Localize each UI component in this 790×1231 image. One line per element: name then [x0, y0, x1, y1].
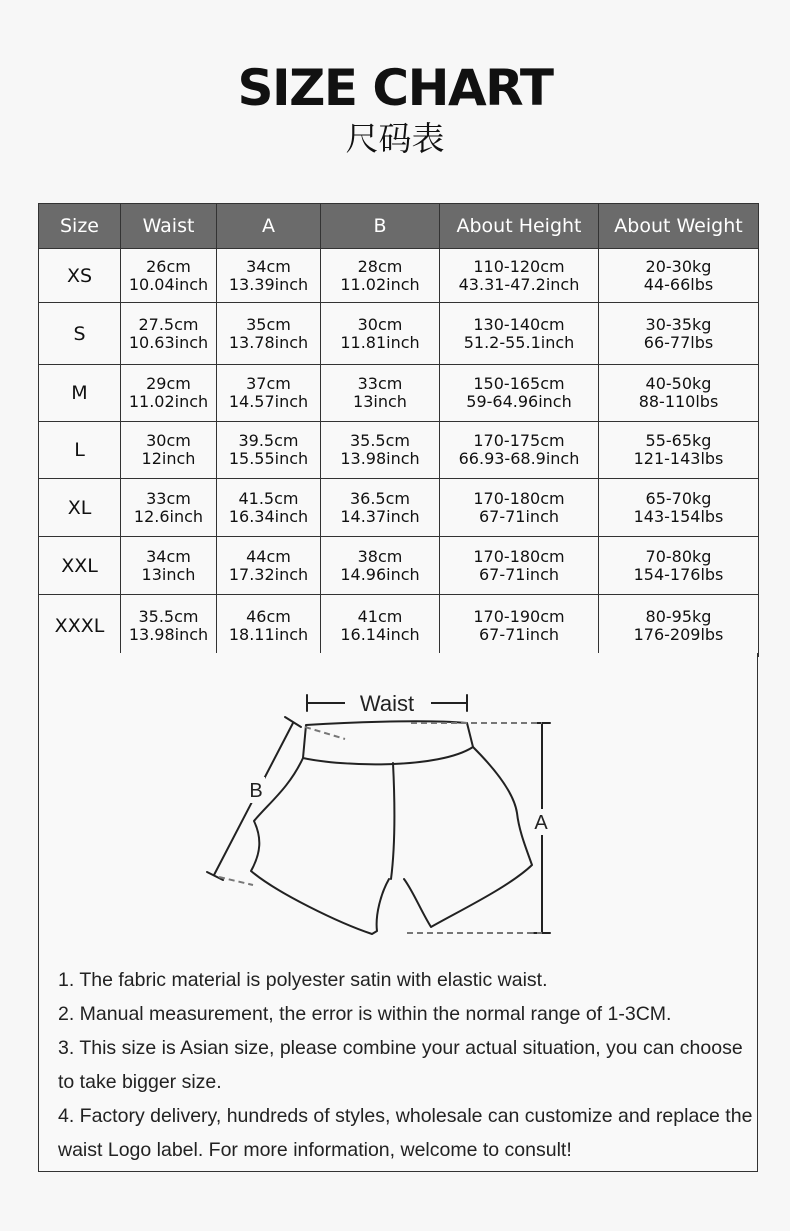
height-metric-value: 170-190cm	[473, 606, 565, 626]
waist-imperial-value: 10.63inch	[128, 332, 209, 352]
height-imperial-value: 59-64.96inch	[466, 392, 572, 411]
height-cell	[440, 249, 599, 303]
height-metric-value: 170-180cm	[473, 546, 565, 566]
size-cell: XL	[39, 479, 121, 537]
column-header-weight: About Weight	[599, 204, 759, 249]
height-imperial-value: 51.2-55.1inch	[463, 332, 575, 352]
center-seam	[391, 763, 394, 879]
a-metric-value: 39.5cm	[238, 431, 299, 450]
size-cell: XS	[39, 249, 121, 303]
a-imperial-value: 18.11inch	[228, 624, 309, 644]
waist-cell	[121, 303, 217, 365]
weight-metric-value: 65-70kg	[645, 488, 712, 508]
size-table	[38, 203, 759, 657]
notes-list	[58, 963, 758, 1167]
b-metric-value: 28cm	[357, 256, 403, 276]
a-metric-value: 34cm	[246, 256, 291, 276]
waist-metric-value: 27.5cm	[138, 314, 199, 334]
height-cell	[440, 422, 599, 479]
height-imperial-value: 67-71inch	[478, 506, 559, 526]
note-item: 3. This size is Asian size, please combine your actual situation, you can choose to take bigger size.	[58, 1037, 743, 1093]
a-cell	[217, 365, 321, 422]
b-metric-value: 35.5cm	[349, 431, 410, 450]
a-metric-value: 46cm	[246, 606, 291, 626]
a-cell	[217, 479, 321, 537]
b-cell	[321, 249, 440, 303]
b-cell	[321, 365, 440, 422]
waist-imperial-value: 11.02inch	[128, 392, 209, 411]
weight-imperial-value: 154-176lbs	[633, 564, 724, 584]
b-imperial-value: 11.81inch	[340, 332, 420, 352]
b-metric-value: 33cm	[357, 374, 403, 393]
weight-imperial-value: 143-154lbs	[633, 506, 724, 526]
column-header-waist: Waist	[121, 204, 217, 249]
note-item: 2. Manual measurement, the error is within the normal range of 1-3CM.	[58, 1003, 672, 1025]
weight-cell	[599, 249, 759, 303]
waist-metric-value: 33cm	[146, 488, 191, 508]
b-metric-value: 38cm	[357, 546, 403, 566]
a-cell	[217, 537, 321, 595]
b-metric-value: 30cm	[357, 314, 403, 334]
table-row	[39, 365, 759, 422]
note-item: 4. Factory delivery, hundreds of styles, wholesale can customize and replace the waist Logo label. For more information, welcome to consult!	[58, 1105, 753, 1161]
waist-label: Waist	[359, 691, 415, 716]
waist-imperial-value: 13inch	[141, 564, 196, 584]
a-metric-value: 35cm	[246, 314, 291, 334]
a-cell	[217, 303, 321, 365]
waist-imperial-value: 12inch	[141, 449, 196, 468]
height-metric-value: 170-175cm	[473, 431, 565, 450]
a-cell	[217, 249, 321, 303]
table-row	[39, 249, 759, 303]
weight-metric-value: 70-80kg	[645, 546, 712, 566]
b-imperial-value: 16.14inch	[340, 624, 420, 644]
b-imperial-value: 11.02inch	[340, 274, 420, 294]
a-imperial-value: 15.55inch	[228, 449, 309, 468]
weight-metric-value: 55-65kg	[645, 431, 712, 450]
shorts-left-outline	[251, 758, 389, 934]
height-cell	[440, 537, 599, 595]
a-imperial-value: 17.32inch	[228, 564, 309, 584]
waist-metric-value: 30cm	[146, 431, 191, 450]
height-imperial-value: 67-71inch	[478, 624, 559, 644]
column-header-height: About Height	[440, 204, 599, 249]
table-row	[39, 537, 759, 595]
note-item: 1. The fabric material is polyester satin with elastic waist.	[58, 969, 548, 991]
height-metric-value: 110-120cm	[473, 256, 565, 276]
waist-metric-value: 29cm	[146, 374, 191, 393]
a-cell	[217, 595, 321, 657]
weight-metric-value: 20-30kg	[645, 256, 712, 276]
weight-imperial-value: 66-77lbs	[643, 332, 714, 352]
b-label: B	[249, 780, 263, 802]
b-imperial-value: 14.96inch	[340, 564, 420, 584]
b-metric-value: 41cm	[357, 606, 403, 626]
b-imperial-value: 13.98inch	[340, 449, 420, 468]
height-metric-value: 130-140cm	[473, 314, 565, 334]
waist-metric-value: 35.5cm	[138, 606, 199, 626]
height-cell	[440, 303, 599, 365]
column-header-b: B	[321, 204, 440, 249]
height-imperial-value: 67-71inch	[478, 564, 559, 584]
waist-cell	[121, 365, 217, 422]
measurement-panel	[38, 653, 758, 1172]
weight-cell	[599, 595, 759, 657]
weight-cell	[599, 365, 759, 422]
weight-imperial-value: 88-110lbs	[638, 392, 719, 411]
size-cell: L	[39, 422, 121, 479]
a-imperial-value: 14.57inch	[228, 392, 309, 411]
weight-cell	[599, 537, 759, 595]
waist-cell	[121, 249, 217, 303]
b-cell	[321, 537, 440, 595]
waist-metric-value: 34cm	[146, 546, 191, 566]
waist-imperial-value: 10.04inch	[128, 274, 209, 294]
weight-metric-value: 30-35kg	[645, 314, 712, 334]
a-metric-value: 37cm	[246, 374, 291, 393]
shorts-icon	[39, 653, 757, 953]
b-imperial-value: 14.37inch	[340, 506, 420, 526]
height-cell	[440, 365, 599, 422]
table-row	[39, 595, 759, 657]
height-metric-value: 150-165cm	[473, 374, 565, 393]
b-cell	[321, 595, 440, 657]
shorts-right-outline	[404, 747, 532, 927]
column-header-size: Size	[39, 204, 121, 249]
size-cell: XXXL	[39, 595, 121, 657]
waist-cell	[121, 537, 217, 595]
a-label: A	[534, 812, 548, 834]
waist-imperial-value: 12.6inch	[133, 506, 204, 526]
table-row	[39, 303, 759, 365]
size-cell: XXL	[39, 537, 121, 595]
page-title: SIZE CHART	[237, 59, 553, 117]
height-metric-value: 170-180cm	[473, 488, 565, 508]
weight-cell	[599, 422, 759, 479]
height-imperial-value: 43.31-47.2inch	[458, 274, 580, 294]
size-cell: M	[39, 365, 121, 422]
waist-metric-value: 26cm	[146, 256, 191, 276]
b-imperial-value: 13inch	[353, 392, 407, 411]
waistband-outline	[303, 721, 473, 764]
column-header-a: A	[217, 204, 321, 249]
height-cell	[440, 595, 599, 657]
weight-metric-value: 80-95kg	[645, 606, 712, 626]
waist-cell	[121, 422, 217, 479]
weight-imperial-value: 121-143lbs	[633, 449, 724, 468]
a-imperial-value: 16.34inch	[228, 506, 309, 526]
waist-cell	[121, 595, 217, 657]
a-cell	[217, 422, 321, 479]
table-row	[39, 479, 759, 537]
a-imperial-value: 13.39inch	[228, 274, 309, 294]
b-cell	[321, 303, 440, 365]
b-metric-value: 36.5cm	[349, 488, 410, 508]
size-cell: S	[39, 303, 121, 365]
weight-metric-value: 40-50kg	[645, 374, 712, 393]
weight-cell	[599, 479, 759, 537]
b-cell	[321, 479, 440, 537]
a-metric-value: 44cm	[246, 546, 291, 566]
weight-cell	[599, 303, 759, 365]
weight-imperial-value: 44-66lbs	[643, 274, 714, 294]
height-imperial-value: 66.93-68.9inch	[458, 449, 580, 468]
b-cell	[321, 422, 440, 479]
table-row	[39, 422, 759, 479]
table-header-row	[39, 204, 759, 249]
a-imperial-value: 13.78inch	[228, 332, 309, 352]
page-subtitle: 尺码表	[345, 119, 445, 158]
waist-imperial-value: 13.98inch	[128, 624, 209, 644]
weight-imperial-value: 176-209lbs	[633, 624, 724, 644]
a-metric-value: 41.5cm	[238, 488, 299, 508]
waist-cell	[121, 479, 217, 537]
height-cell	[440, 479, 599, 537]
